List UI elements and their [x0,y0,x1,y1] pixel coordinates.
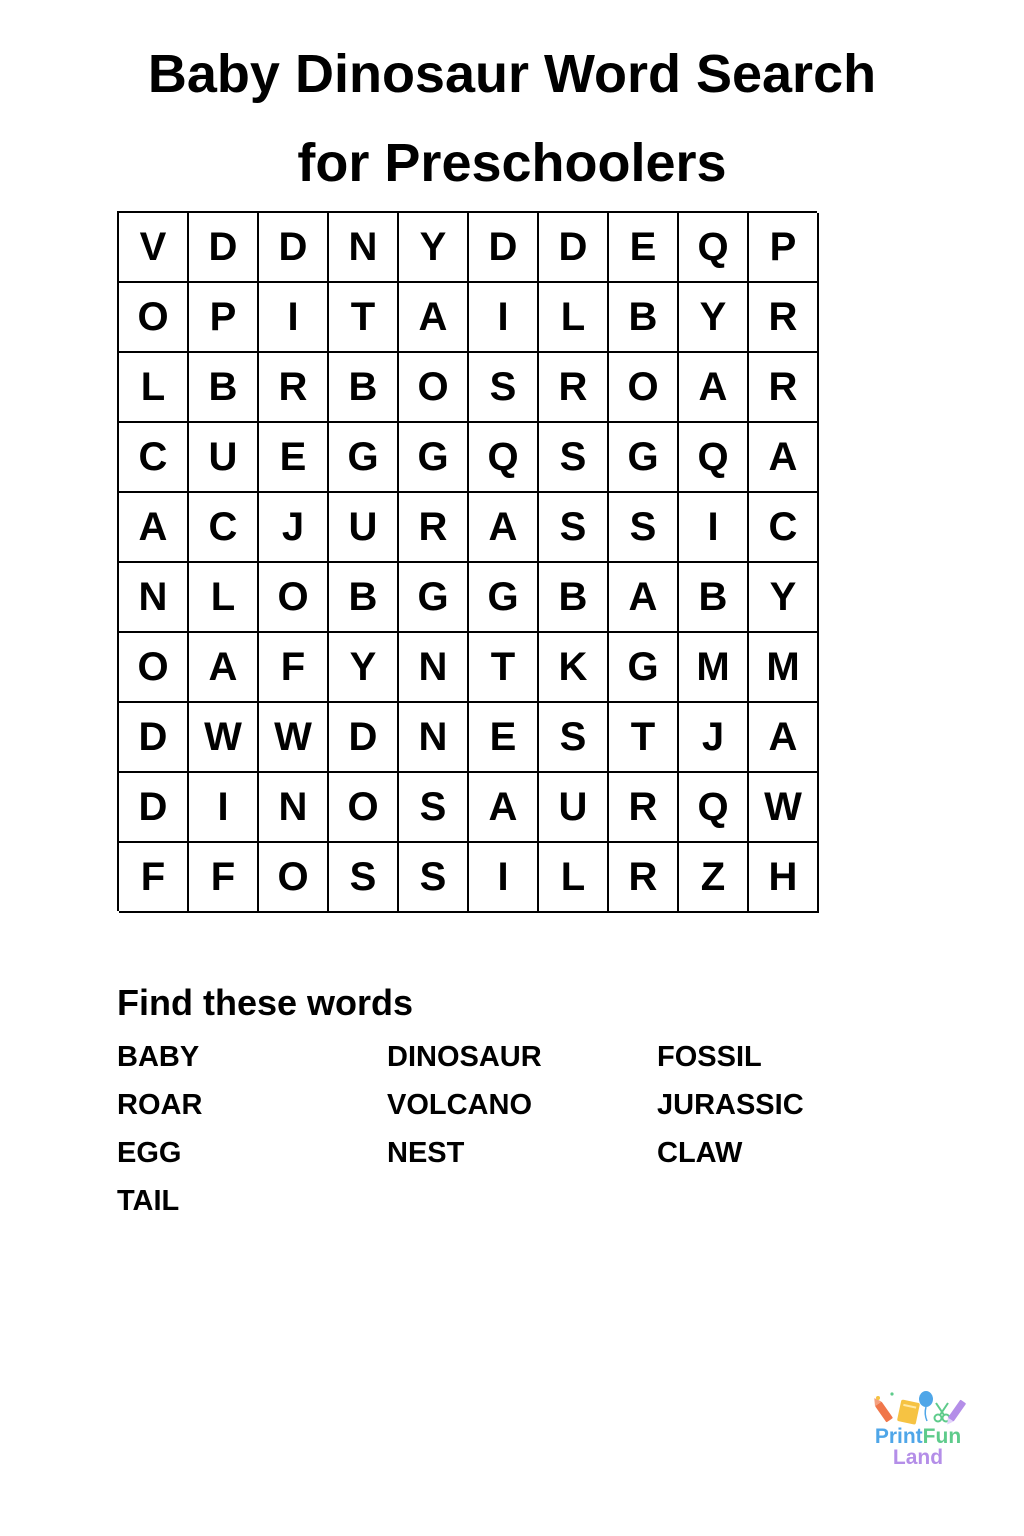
grid-cell: G [329,423,399,493]
grid-cell: I [469,843,539,913]
grid-cell: U [539,773,609,843]
grid-cell: A [749,423,819,493]
word-list-item: FOSSIL [657,1041,762,1073]
grid-cell: O [259,843,329,913]
word-list-item: TAIL [117,1185,180,1217]
grid-cell: Q [469,423,539,493]
grid-cell: W [259,703,329,773]
grid-cell: S [609,493,679,563]
grid-cell: B [609,283,679,353]
word-list-item: EGG [117,1137,182,1169]
grid-cell: S [539,493,609,563]
grid-cell: A [399,283,469,353]
grid-cell: A [679,353,749,423]
grid-cell: L [119,353,189,423]
grid-cell: G [609,633,679,703]
word-search-grid [117,211,817,911]
grid-cell: D [329,703,399,773]
grid-cell: L [539,843,609,913]
grid-cell: O [399,353,469,423]
grid-cell: R [609,773,679,843]
grid-cell: N [329,213,399,283]
grid-cell: L [539,283,609,353]
grid-cell: S [539,423,609,493]
logo-print-text: Print [874,1425,923,1448]
grid-cell: T [469,633,539,703]
grid-cell: U [189,423,259,493]
grid-cell: I [469,283,539,353]
grid-cell: Y [399,213,469,283]
grid-cell: I [189,773,259,843]
grid-cell: V [119,213,189,283]
grid-cell: G [609,423,679,493]
grid-cell: A [469,773,539,843]
grid-cell: N [399,703,469,773]
word-list [117,1040,917,1232]
grid-cell: D [189,213,259,283]
grid-cell: A [119,493,189,563]
grid-cell: N [399,633,469,703]
grid-cell: H [749,843,819,913]
grid-cell: C [749,493,819,563]
word-list-item: BABY [117,1041,200,1073]
grid-cell: Q [679,213,749,283]
grid-cell: K [539,633,609,703]
grid-cell: F [189,843,259,913]
grid-cell: A [469,493,539,563]
grid-cell: R [399,493,469,563]
grid-cell: B [189,353,259,423]
grid-cell: A [189,633,259,703]
grid-cell: D [119,773,189,843]
grid-cell: Y [329,633,399,703]
grid-cell: E [259,423,329,493]
word-list-item: CLAW [657,1137,743,1169]
word-list-heading: Find these words [117,982,414,1023]
grid-cell: E [609,213,679,283]
grid-cell: Q [679,423,749,493]
grid-cell: D [119,703,189,773]
grid-cell: Q [679,773,749,843]
grid-cell: Y [679,283,749,353]
grid-cell: O [119,283,189,353]
word-list-item: NEST [387,1137,465,1169]
grid-cell: M [679,633,749,703]
grid-cell: S [329,843,399,913]
grid-cell: R [609,843,679,913]
grid-cell: G [399,563,469,633]
grid-cell: U [329,493,399,563]
grid-cell: S [469,353,539,423]
grid-cell: R [749,283,819,353]
page-title-line-2: for Preschoolers [297,133,727,193]
grid-cell: E [469,703,539,773]
grid-cell: C [119,423,189,493]
grid-cell: N [119,563,189,633]
grid-cell: W [749,773,819,843]
grid-cell: C [189,493,259,563]
grid-cell: R [749,353,819,423]
grid-cell: O [329,773,399,843]
word-list-item: JURASSIC [657,1089,804,1121]
grid-cell: W [189,703,259,773]
grid-cell: G [399,423,469,493]
logo-fun-text: Fun [922,1425,962,1448]
grid-cell: B [329,563,399,633]
grid-cell: B [679,563,749,633]
grid-cell: J [679,703,749,773]
grid-cell: P [189,283,259,353]
grid-cell: D [259,213,329,283]
grid-cell: A [749,703,819,773]
logo-land-text: Land [892,1446,944,1469]
grid-cell: D [539,213,609,283]
grid-cell: P [749,213,819,283]
grid-cell: I [259,283,329,353]
grid-cell: O [119,633,189,703]
grid-cell: F [119,843,189,913]
grid-cell: B [539,563,609,633]
logo-wordmark [868,1426,968,1468]
grid-cell: Z [679,843,749,913]
grid-cell: F [259,633,329,703]
grid-cell: G [469,563,539,633]
grid-cell: A [609,563,679,633]
grid-cell: T [609,703,679,773]
grid-cell: R [539,353,609,423]
grid-cell: B [329,353,399,423]
grid-cell: O [259,563,329,633]
grid-cell: I [679,493,749,563]
page-title-line-1: Baby Dinosaur Word Search [147,44,877,104]
printfunland-logo [868,1388,978,1478]
grid-cell: S [539,703,609,773]
grid-cell: O [609,353,679,423]
word-list-item: ROAR [117,1089,203,1121]
grid-cell: D [469,213,539,283]
grid-cell: R [259,353,329,423]
grid-cell: Y [749,563,819,633]
grid-cell: M [749,633,819,703]
grid-cell: T [329,283,399,353]
word-list-item: VOLCANO [387,1089,532,1121]
grid-cell: N [259,773,329,843]
grid-cell: S [399,773,469,843]
word-list-item: DINOSAUR [387,1041,542,1073]
grid-cell: L [189,563,259,633]
grid-cell: J [259,493,329,563]
grid-cell: S [399,843,469,913]
